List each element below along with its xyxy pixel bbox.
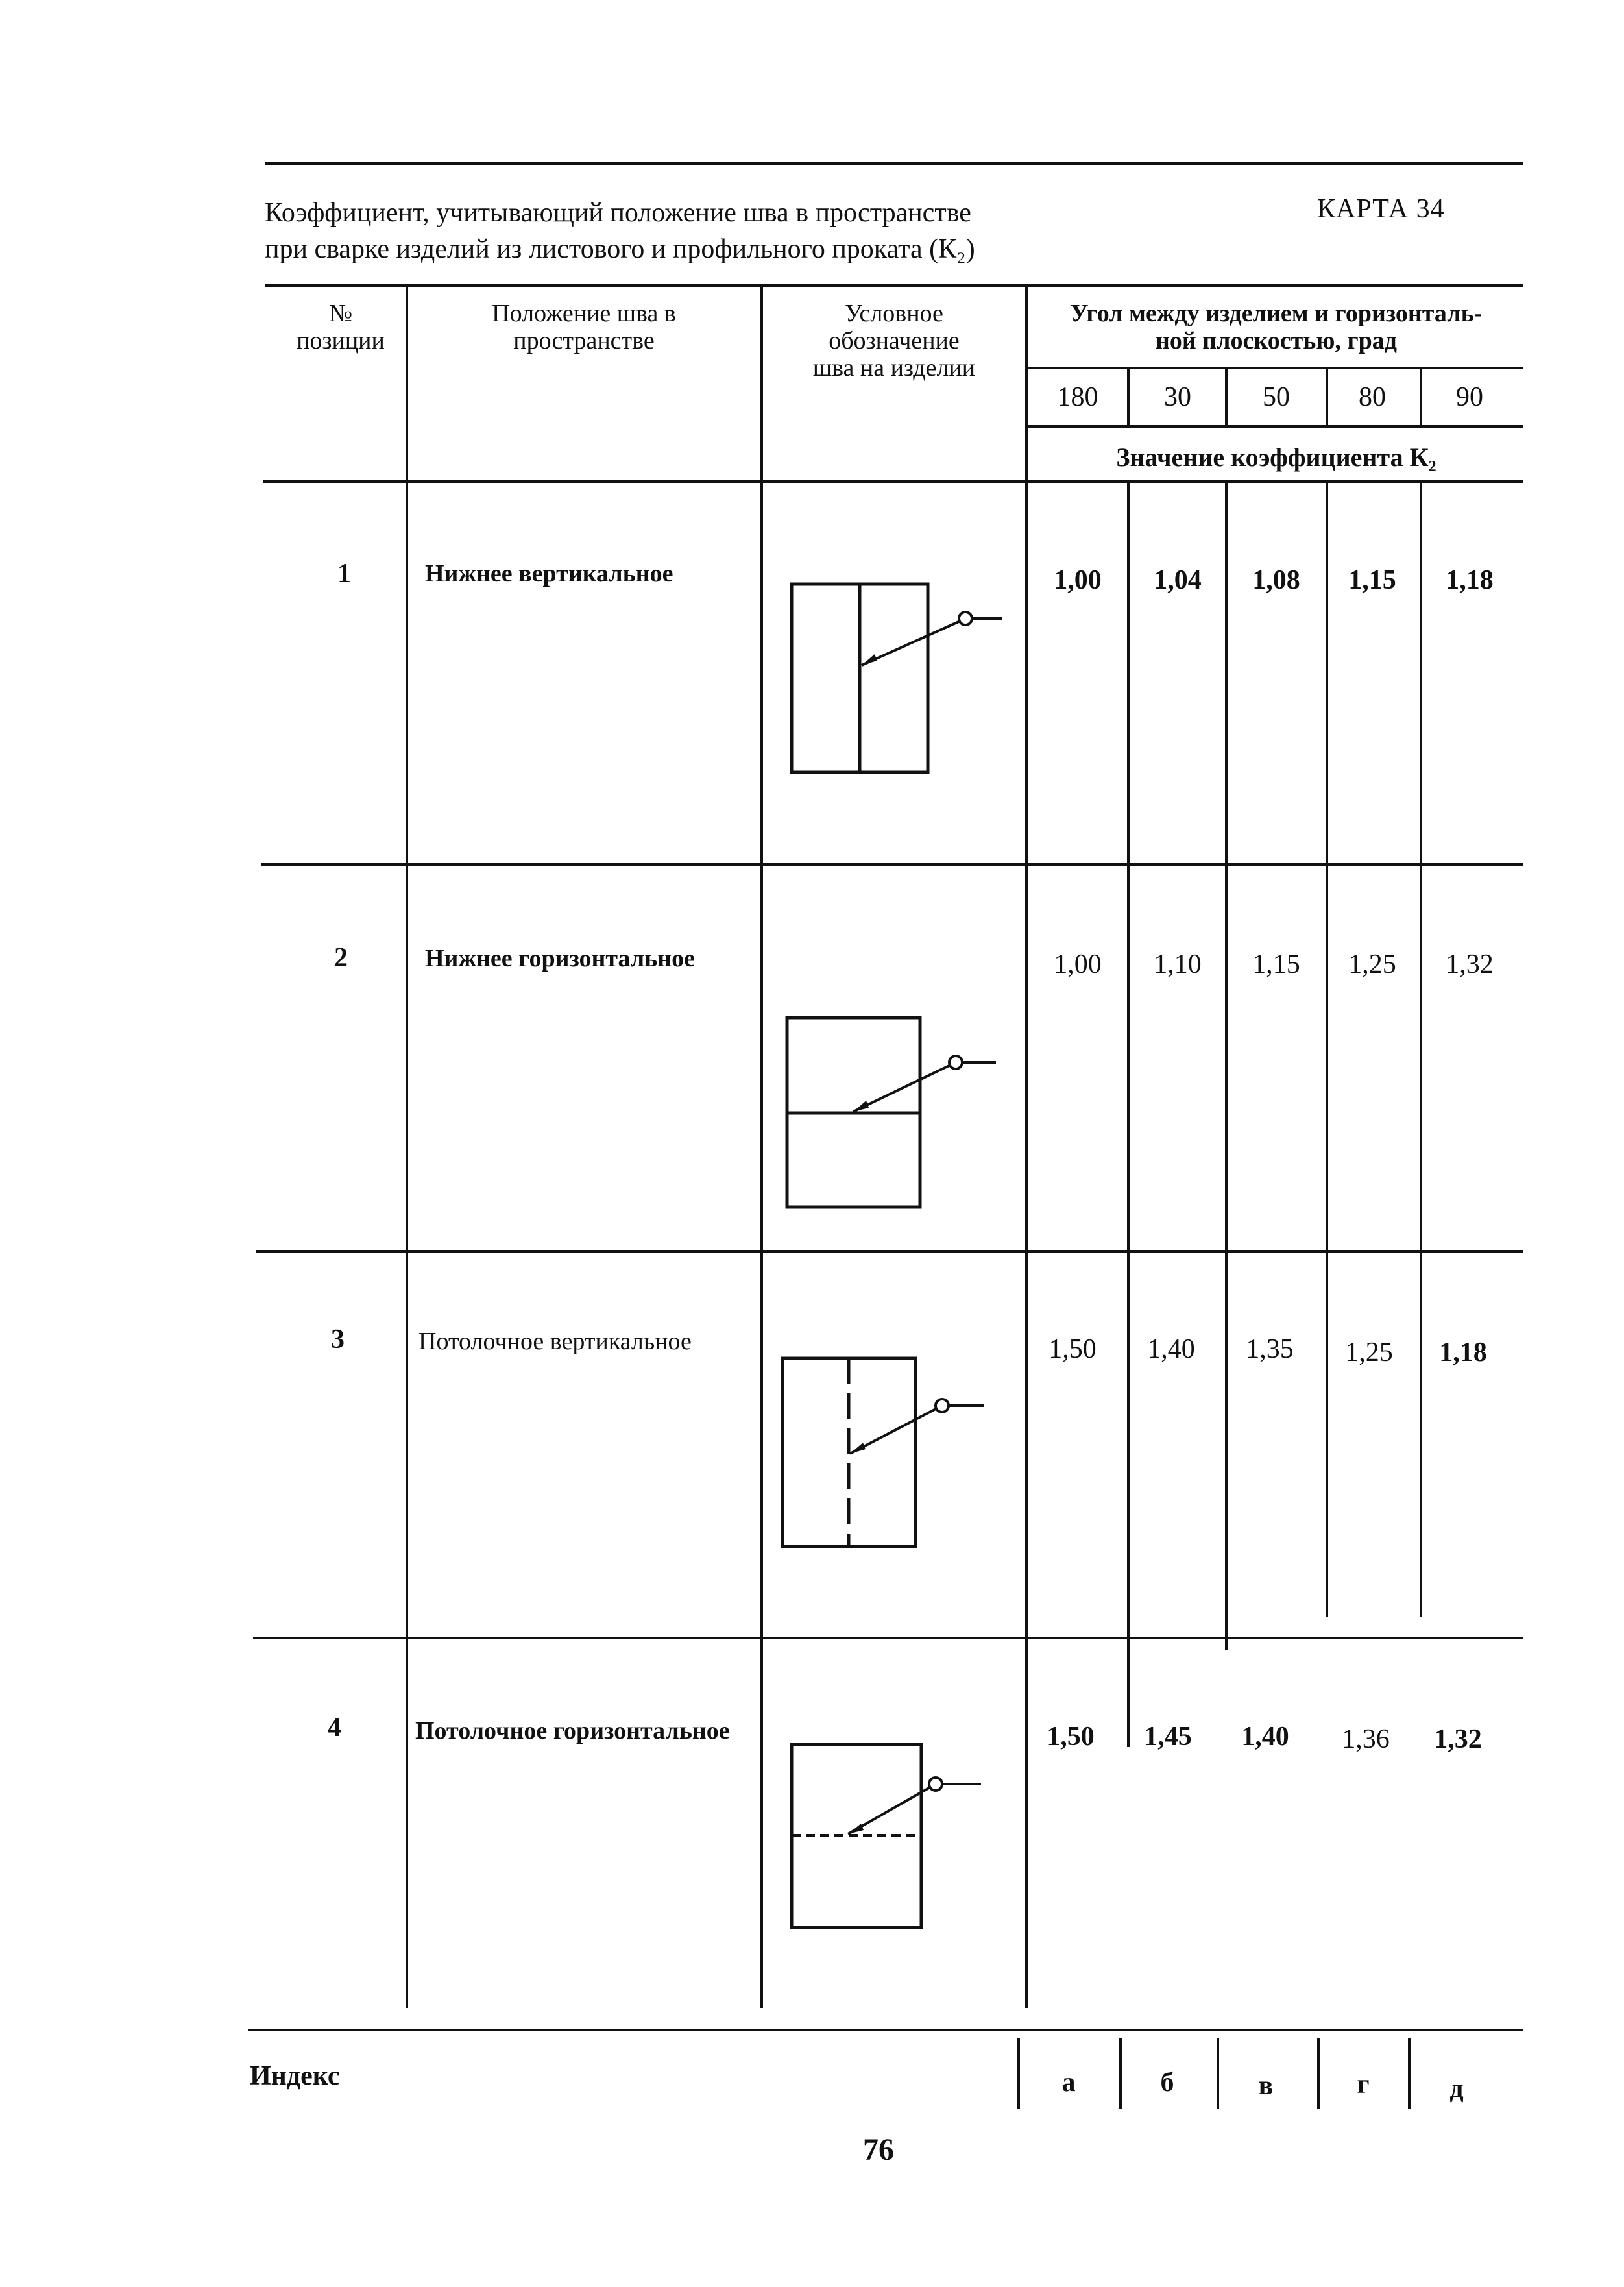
title-line-2: при сварке изделий из листового и профильного проката (К₂) — [265, 234, 975, 264]
value-col-divider-4b — [1420, 482, 1422, 1617]
row-3-value-d: 1,25 — [1345, 1338, 1393, 1367]
angle-50: 50 — [1263, 382, 1290, 412]
index-b: б — [1160, 2068, 1174, 2097]
header-symbol-line1: Условное — [845, 300, 943, 327]
row-4-value-e: 1,32 — [1434, 1724, 1482, 1754]
page-number: 76 — [863, 2133, 894, 2167]
row-1-value-d: 1,15 — [1348, 565, 1396, 595]
header-seam-position-line1: Положение шва в — [492, 300, 676, 327]
angle-30: 30 — [1164, 382, 1191, 412]
header-symbol-line2: обозначение — [829, 327, 960, 354]
row-4-value-c: 1,40 — [1241, 1722, 1289, 1752]
header-coef-label: Значение коэффициента К₂ — [1116, 443, 1436, 472]
angle-180: 180 — [1057, 382, 1098, 412]
row-2-position: Нижнее горизонтальное — [425, 945, 696, 972]
header-position-no — [276, 300, 406, 354]
row-4-number: 4 — [328, 1713, 341, 1743]
header-symbol-line3: шва на изделии — [812, 354, 976, 382]
index-d: г — [1357, 2070, 1370, 2099]
col-divider-1 — [406, 286, 408, 2008]
angle-values-divider — [1026, 425, 1523, 428]
header-position-no-line2: позиции — [297, 327, 385, 354]
row-1-position: Нижнее вертикальное — [425, 560, 673, 587]
header-symbol — [763, 300, 1025, 382]
value-col-divider-2b — [1225, 482, 1228, 1650]
row-1-number: 1 — [337, 559, 351, 589]
index-e: д — [1449, 2074, 1464, 2104]
lower-horizontal-seam-icon — [782, 1012, 1009, 1214]
page-title — [265, 195, 975, 267]
index-label: Индекс — [250, 2061, 340, 2091]
row-2-value-b: 1,10 — [1154, 949, 1202, 979]
card-label: КАРТА 34 — [1317, 194, 1445, 224]
row-4-position: Потолочное горизонтальное — [415, 1717, 730, 1744]
row-1-value-e: 1,18 — [1446, 565, 1494, 595]
row-separator-1 — [261, 863, 1523, 866]
table-bottom-border — [248, 2029, 1523, 2031]
row-3-number: 3 — [331, 1325, 345, 1354]
header-bottom-border — [263, 480, 1523, 483]
overhead-horizontal-seam-icon — [786, 1739, 1013, 1934]
row-2-value-c: 1,15 — [1252, 949, 1300, 979]
header-seam-position — [409, 300, 759, 354]
overhead-vertical-seam-icon — [777, 1353, 998, 1554]
row-3-value-b: 1,40 — [1147, 1334, 1195, 1364]
angle-80: 80 — [1359, 382, 1386, 412]
row-2-number: 2 — [334, 943, 348, 973]
row-separator-3 — [253, 1637, 1523, 1639]
value-col-divider-1b — [1127, 482, 1130, 1747]
index-a: а — [1061, 2068, 1076, 2097]
row-3-position: Потолочное вертикальное — [418, 1328, 692, 1355]
row-2-value-e: 1,32 — [1446, 949, 1494, 979]
row-2-value-a: 1,00 — [1054, 949, 1102, 979]
header-angle — [1029, 300, 1523, 354]
title-line-1: Коэффициент, учитывающий положение шва в пространстве — [265, 198, 971, 228]
top-rule — [265, 162, 1523, 165]
header-angle-line1: Угол между изделием и горизонталь- — [1070, 300, 1483, 327]
table-top-border — [265, 284, 1523, 287]
row-3-value-e: 1,18 — [1439, 1338, 1487, 1367]
value-col-divider-3b — [1326, 482, 1328, 1617]
header-seam-position-line2: пространстве — [513, 327, 655, 354]
col-divider-2 — [760, 286, 763, 2008]
row-2-value-d: 1,25 — [1348, 949, 1396, 979]
row-1-value-b: 1,04 — [1154, 565, 1202, 595]
row-4-value-a: 1,50 — [1047, 1722, 1095, 1752]
index-c: в — [1258, 2071, 1274, 2101]
angle-90: 90 — [1456, 382, 1483, 412]
row-3-value-c: 1,35 — [1246, 1334, 1294, 1364]
row-separator-2 — [256, 1250, 1523, 1253]
row-1-value-c: 1,08 — [1252, 565, 1300, 595]
header-position-no-line1: № — [328, 300, 353, 327]
row-3-value-a: 1,50 — [1048, 1334, 1097, 1364]
row-4-value-d: 1,36 — [1342, 1724, 1390, 1754]
row-1-value-a: 1,00 — [1054, 565, 1102, 595]
row-4-value-b: 1,45 — [1144, 1722, 1192, 1752]
lower-vertical-seam-icon — [785, 578, 1012, 779]
header-angle-line2: ной плоскостью, град — [1155, 327, 1398, 354]
angle-header-divider — [1026, 367, 1523, 369]
